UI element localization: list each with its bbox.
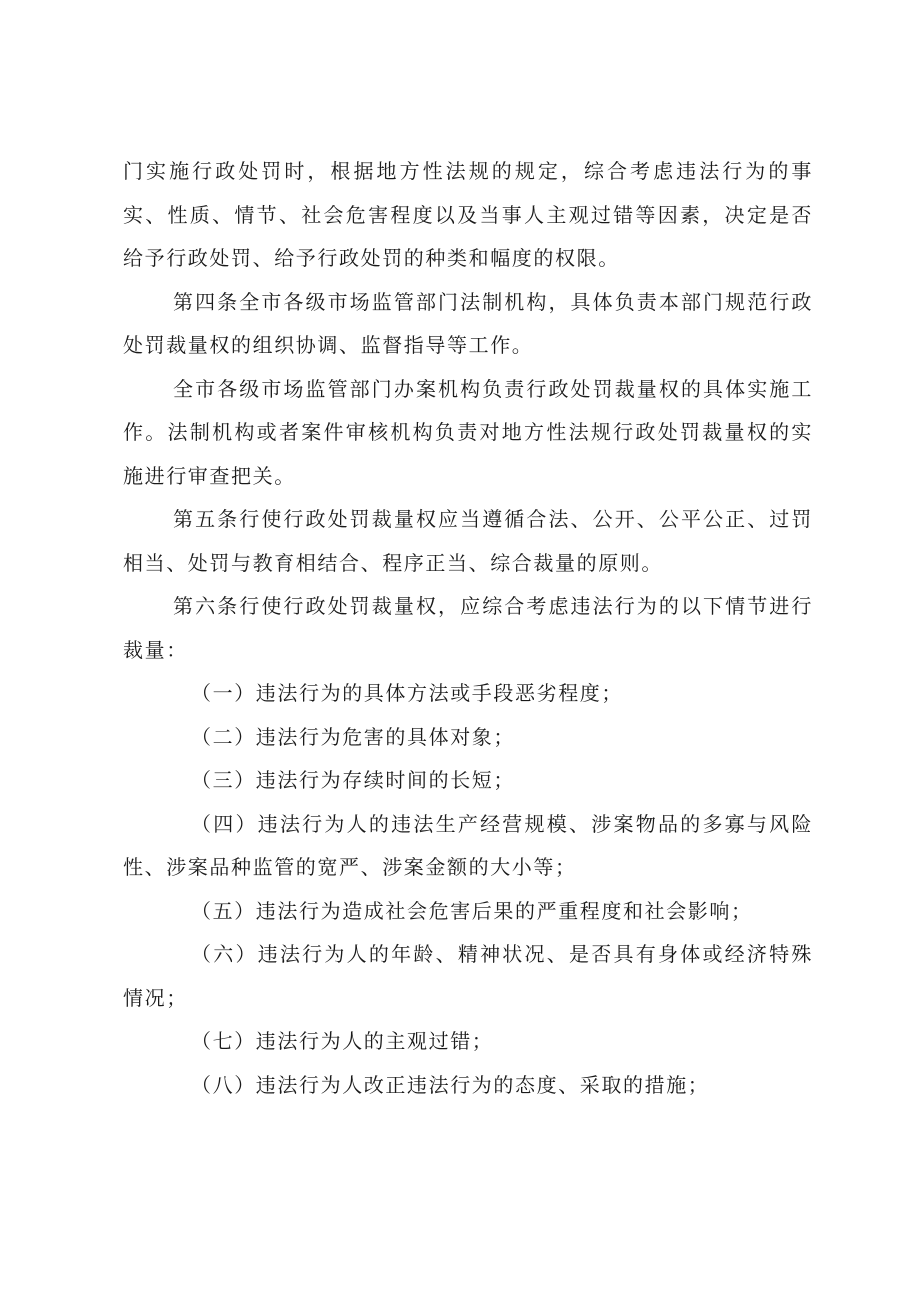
paragraph-article-4-implementation: 全市各级市场监管部门办案机构负责行政处罚裁量权的具体实施工作。法制机构或者案件审核机构负责对地方性法规行政处罚裁量权的实施进行审查把关。 [123, 376, 813, 488]
list-item-5: （五）违法行为造成社会危害后果的严重程度和社会影响； [191, 898, 753, 923]
document-page [123, 150, 813, 1107]
list-item-6: （六）违法行为人的年龄、精神状况、是否具有身体或经济特殊情况； [123, 942, 813, 1010]
paragraph-continued-definition: 门实施行政处罚时，根据地方性法规的规定，综合考虑违法行为的事实、性质、情节、社会危害程度以及当事人主观过错等因素，决定是否给予行政处罚、给予行政处罚的种类和幅度的权限。 [123, 159, 813, 270]
list-item-2: （二）违法行为危害的具体对象； [191, 724, 515, 749]
paragraph-article-6: 第六条行使行政处罚裁量权，应综合考虑违法行为的以下情节进行裁量： [123, 594, 813, 662]
list-item-8: （八）违法行为人改正违法行为的态度、采取的措施； [191, 1072, 710, 1097]
list-item-4: （四）违法行为人的违法生产经营规模、涉案物品的多寡与风险性、涉案品种监管的宽严、涉案金额的大小等； [123, 811, 813, 879]
paragraph-article-5: 第五条行使行政处罚裁量权应当遵循合法、公开、公平公正、过罚相当、处罚与教育相结合、程序正当、综合裁量的原则。 [123, 507, 813, 575]
list-item-7: （七）违法行为人的主观过错； [191, 1029, 494, 1053]
list-item-3: （三）违法行为存续时间的长短； [191, 768, 515, 792]
list-item-1: （一）违法行为的具体方法或手段恶劣程度； [191, 681, 623, 705]
paragraph-article-4: 第四条全市各级市场监管部门法制机构，具体负责本部门规范行政处罚裁量权的组织协调、监督指导等工作。 [123, 289, 813, 357]
